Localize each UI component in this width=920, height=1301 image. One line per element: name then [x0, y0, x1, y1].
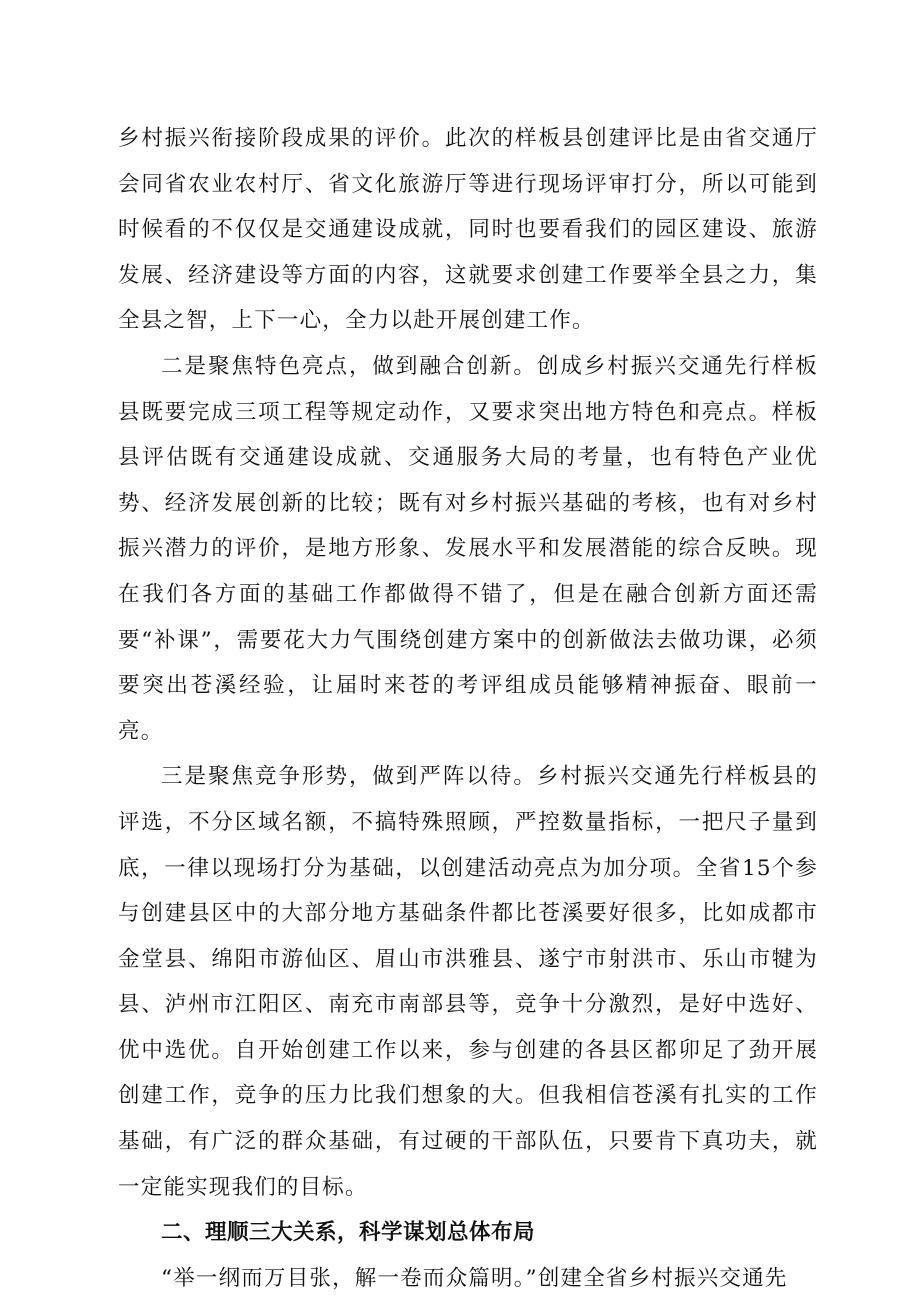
- paragraph-feature-highlights: [118, 344, 818, 754]
- section-heading: 二、理顺三大关系，科学谋划总体布局: [161, 1220, 536, 1246]
- paragraph-lead: 二是聚焦特色亮点，做到融合创新。: [161, 353, 537, 379]
- paragraph-text: 乡村振兴交通先行样板县的评选，不分区域名额，不搞特殊照顾，严控数量指标，一把尺子量到底，一律以现场打分为基础，以创建活动亮点为加分项。全省15个参与创建县区中的大部分地方基础条件都比苍溪要好很多，比如成都市金堂县、绵阳市游仙区、眉山市洪雅县、遂宁市射洪市、乐山市犍为县、泸州市江阳区、南充市南部县等，竞争十分激烈，是好中选好、优中选优。自开始创建工作以来，参与创建的各县区都卯足了劲开展创建工作，竞争的压力比我们想象的大。但我相信苍溪有扎实的工作基础，有广泛的群众基础，有过硬的干部队伍，只要肯下真功夫，就一定能实现我们的目标。: [118, 764, 819, 1200]
- paragraph-text: “举一纲而万目张，解一卷而众篇明。”创建全省乡村振兴交通先: [161, 1265, 788, 1291]
- paragraph-text: 创成乡村振兴交通先行样板县既要完成三项工程等规定动作，又要求突出地方特色和亮点。样板县评估既有交通建设成就、交通服务大局的考量，也有特色产业优势、经济发展创新的比较；既有对乡村振兴基础的考核，也有对乡村振兴潜力的评价，是地方形象、发展水平和发展潜能的综合反映。现在我们各方面的基础工作都做得不错了，但是在融合创新方面还需要“补课”，需要花大力气围绕创建方案中的创新做法去做功课，必须要突出苍溪经验，让届时来苍的考评组成员能够精神振奋、眼前一亮。: [118, 353, 819, 744]
- paragraph-text: 乡村振兴衔接阶段成果的评价。此次的样板县创建评比是由省交通厅会同省农业农村厅、省文化旅游厅等进行现场评审打分，所以可能到时候看的不仅仅是交通建设成就，同时也要看我们的园区建设、旅游发展、经济建设等方面的内容，这就要求创建工作要举全县之力，集全县之智，上下一心，全力以赴开展创建工作。: [118, 126, 818, 334]
- document-body: [118, 116, 818, 1301]
- paragraph-continuation: [118, 116, 818, 344]
- paragraph-lead: 三是聚焦竞争形势，做到严阵以待。: [161, 764, 537, 790]
- paragraph-competition: [118, 754, 818, 1210]
- paragraph-final: [118, 1256, 818, 1301]
